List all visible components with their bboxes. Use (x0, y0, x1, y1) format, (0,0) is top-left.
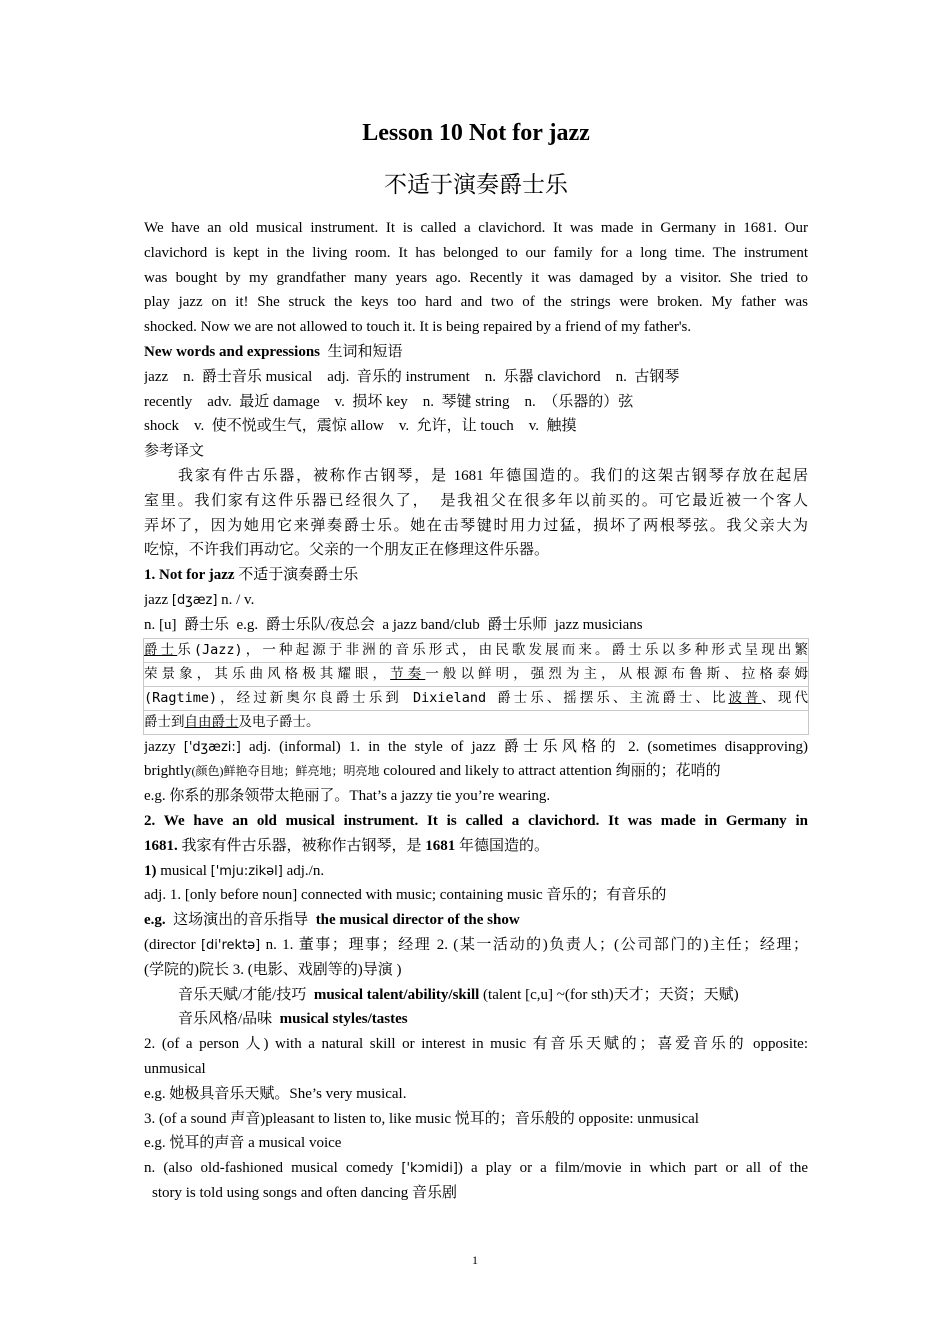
jazz-entry (144, 588, 808, 613)
eg-label: e.g. (144, 912, 166, 929)
vocab-heading (144, 340, 808, 365)
brightly-note: (颜色)鲜艳夺目地；鲜亮地；明亮地 (191, 764, 380, 779)
musical-entry (144, 859, 808, 884)
example-3: e.g. 悦耳的声音 a musical voice (144, 1135, 342, 1152)
note1-heading-en: 1. Not for jazz (144, 567, 235, 584)
box-text: 爵士到 (144, 713, 185, 730)
box-text: 荣景象，其乐曲风格极其耀眼， (144, 665, 391, 682)
box-underlined-text: 波普 (728, 689, 762, 706)
translation-line: 我家有件古乐器，被称作古钢琴，是 1681 年德国造的。我们的这架古钢琴存放在起居 (178, 467, 808, 484)
director-line-2: (学院的)院长 3. (电影、戏剧等的)导演 ) (144, 961, 402, 978)
text-line: We have an old musical instrument. It is called a clavichord. It was made in Germany in 1681. Our (144, 220, 808, 236)
noun-post: ) a play or a film/movie in which part or all of the (457, 1160, 808, 1177)
box-text: 、现代 (761, 689, 808, 706)
translation-line: 室里。我们家有这件乐器已经很久了， 是我祖父在很多年以前买的。可它最近被一个客人 (144, 492, 808, 509)
document-body (144, 216, 808, 1206)
musical-adj-def: adj. 1. [only before noun] connected with music; containing music 音乐的；有音乐的 (144, 887, 667, 904)
noun-line (144, 1156, 808, 1181)
box-underlined-text: 自由爵士 (184, 713, 239, 730)
box-text: 乐(Jazz)，一种起源于非洲的音乐形式，由民歌发展而来。爵士乐以多种形式呈现出繁 (177, 641, 809, 658)
talent-en: musical talent/ability/skill (313, 986, 480, 1003)
note2-heading-line2 (144, 834, 808, 859)
styles-cn: 音乐风格/品味 (178, 1011, 280, 1028)
note2-year-2: 1681 (425, 837, 456, 854)
box-text: 一般以鲜明，强烈为主，从根源布鲁斯、拉格泰姆 (425, 665, 809, 682)
jazzy-def: adj. (informal) 1. in the style of jazz 爵士乐风格的 2. (sometimes disapproving) (248, 738, 808, 755)
sub1-word: musical (156, 862, 211, 879)
box-underlined-text: 节奏 (390, 665, 426, 682)
vocab-line: shock v. 使不悦或生气，震惊 allow v. 允许，让 touch v. 触摸 (144, 418, 577, 435)
director-def: n. 1. 董事；理事；经理 2. (某一活动的)负责人；(公司部门的)主任；经理； (260, 936, 808, 953)
musical-example (144, 908, 808, 933)
styles-en: musical styles/tastes (279, 1011, 408, 1028)
lesson-subtitle: 不适于演奏爵士乐 (384, 172, 568, 197)
lesson-title: Lesson 10 Not for jazz (362, 120, 590, 146)
translation-heading: 参考译文 (144, 443, 205, 460)
note1-heading-cn: 不适于演奏爵士乐 (238, 567, 359, 584)
jazz-box-line (143, 711, 809, 735)
def2-line: 2. (of a person 人) with a natural skill or interest in music 有音乐天赋的；喜爱音乐的 opposite: (144, 1036, 808, 1053)
talent-cn: 音乐天赋/才能/技巧 (178, 986, 314, 1003)
jazz-box-line (143, 687, 809, 711)
sub1-num: 1) (144, 862, 157, 879)
box-underlined-text: 爵士 (144, 641, 178, 658)
jazzy-example: e.g. 你系的那条领带太艳丽了。That’s a jazzy tie you’re wearing. (144, 788, 551, 805)
text-line: clavichord is kept in the living room. It has belonged to our family for a long time. The instrument (144, 244, 808, 261)
jazzy-ipa: ['dʒæzi:] (183, 739, 241, 755)
translation-line: 弄坏了，因为她用它来弹奏爵士乐。她在击琴键时用力过猛，损坏了两根琴弦。我父亲大为 (144, 517, 808, 534)
text-line: play jazz on it! She struck the keys too hard and two of the strings were broken. My father was (144, 294, 808, 311)
vocab-line: recently adv. 最近 damage v. 损坏 key n. 琴键 string n. （乐器的）弦 (144, 393, 634, 410)
vocab-heading-en: New words and expressions (144, 343, 320, 360)
def3-line: 3. (of a sound 声音)pleasant to listen to, like music 悦耳的；音乐般的 opposite: unmusical (144, 1110, 699, 1127)
jazz-box-line (143, 638, 809, 663)
eg-cn: 这场演出的音乐指导 (165, 912, 316, 929)
talent-line (144, 983, 808, 1008)
noun-pre: n. (also old-fashioned musical comedy (144, 1160, 402, 1177)
text-line: was bought by my grandfather many years ago. Recently it was damaged by a visitor. She tried to (144, 269, 808, 286)
note2-cn-2: 年德国造的。 (455, 837, 550, 854)
vocab-line: jazz n. 爵士音乐 musical adj. 音乐的 instrument n. 乐器 clavichord n. 古钢琴 (144, 368, 680, 385)
jazz-noun-line: n. [u] 爵士乐 e.g. 爵士乐队/夜总会 a jazz band/club 爵士乐师 jazz musicians (144, 616, 643, 633)
brightly-word: brightly (144, 763, 192, 780)
jazzy-word: jazzy (144, 738, 176, 755)
box-text: (Ragtime)，经过新奥尔良爵士乐到 Dixieland 爵士乐、摇摆乐、主流爵士、比 (144, 689, 729, 706)
note2-cn: 我家有件古乐器，被称作古钢琴，是 (177, 837, 426, 854)
jazz-box-line (143, 663, 809, 687)
noun-line-2: story is told using songs and often dancing 音乐剧 (152, 1184, 457, 1201)
note2-year: 1681. (144, 837, 178, 854)
example-2: e.g. 她极具音乐天赋。She’s very musical. (144, 1085, 407, 1102)
text-line: shocked. Now we are not allowed to touch it. It is being repaired by a friend of my father's. (144, 319, 692, 336)
note2-heading: 2. We have an old musical instrument. It is called a clavichord. It was made in Germany in (144, 812, 808, 829)
brightly-line (144, 759, 808, 784)
brightly-rest: coloured and likely to attract attention 绚丽的；花哨的 (379, 763, 721, 780)
director-line (144, 933, 808, 958)
director-pre: (director (144, 936, 201, 953)
box-text: 及电子爵士。 (238, 713, 320, 730)
def2-line-2: unmusical (144, 1060, 206, 1077)
vocab-heading-cn: 生词和短语 (327, 343, 403, 360)
sub1-pos: adj./n. (282, 862, 325, 879)
noun-ipa: ['kɔmidi] (401, 1161, 458, 1177)
eg-en: the musical director of the show (315, 912, 520, 929)
jazzy-entry (144, 735, 808, 760)
director-ipa: [di'rektə] (200, 937, 261, 953)
jazz-pos: n. / v. (221, 591, 255, 608)
talent-note: (talent [c,u] ~(for sth)天才；天资；天赋) (479, 986, 739, 1003)
styles-line (144, 1007, 808, 1032)
translation-line: 吃惊，不许我们再动它。父亲的一个朋友正在修理这件乐器。 (144, 542, 550, 559)
note1-heading (144, 563, 808, 588)
sub1-ipa: ['mju:zikəl] (210, 863, 283, 879)
page-number: 1 (472, 1253, 478, 1267)
jazz-word: jazz (144, 591, 169, 608)
jazz-ipa: [dʒæz] (171, 592, 218, 608)
